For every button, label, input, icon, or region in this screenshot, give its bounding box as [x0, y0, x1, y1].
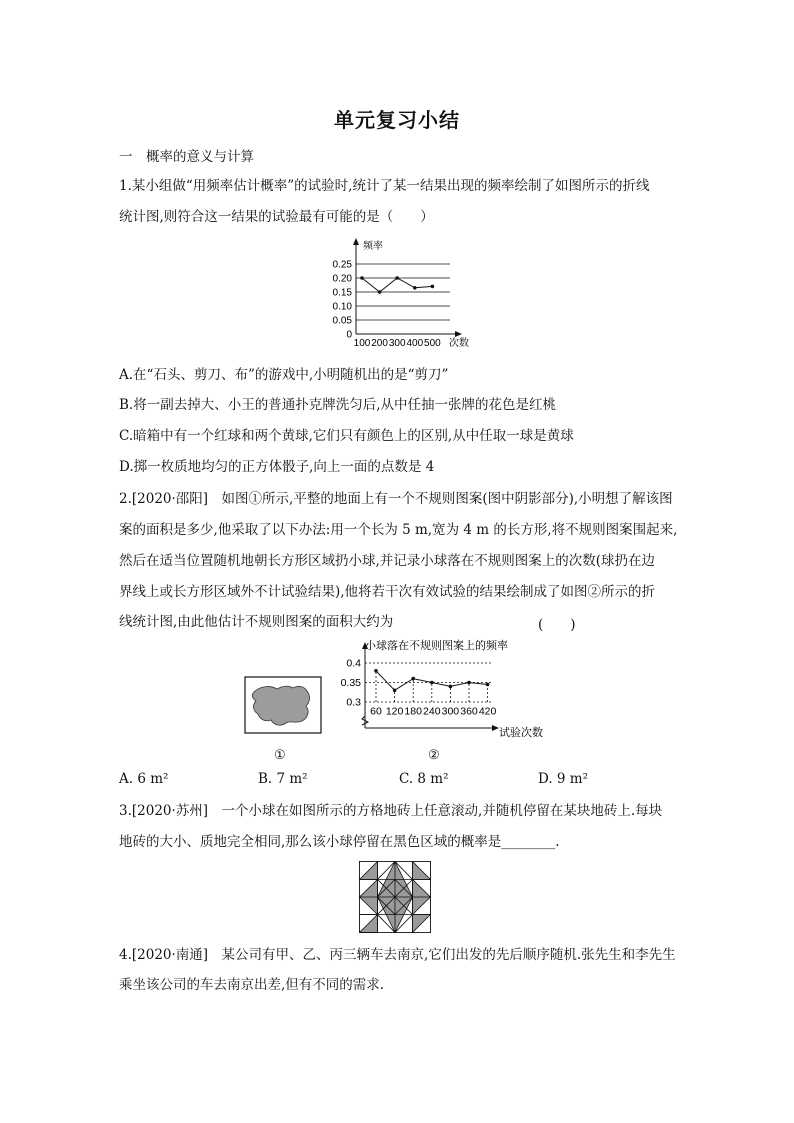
y-tick-label: 0.4 [346, 657, 361, 670]
q3-tile-grid-figure [359, 861, 431, 933]
q2-text-line-4: 界线上或长方形区域外不计试验结果),他将若干次有效试验的结果绘制成了如图②所示的折 [119, 584, 656, 600]
x-tick-label: 500 [424, 338, 441, 348]
q2-option-c: C. 8 m² [399, 771, 449, 787]
q2-option-d: D. 9 m² [538, 771, 589, 787]
q2-figure-1-irregular-shape [244, 676, 322, 734]
y-tick-label: 0.25 [332, 259, 352, 271]
data-point [360, 276, 364, 280]
data-point [395, 276, 399, 280]
chart1-series-line [362, 278, 432, 292]
x-tick-label: 300 [441, 705, 460, 718]
data-point [374, 669, 378, 673]
chart1-ylabel: 频率 [363, 241, 383, 252]
q3-text-line-1: 3.[2020·苏州] 一个小球在如图所示的方格地砖上任意滚动,并随机停留在某块地砖上.每块 [119, 803, 663, 819]
q2-figure-1-label: ① [274, 748, 286, 763]
y-tick-label: 0 [346, 329, 352, 341]
y-tick-label: 0.10 [332, 301, 352, 313]
q1-option-d: D.掷一枚质地均匀的正方体骰子,向上一面的点数是 4 [119, 459, 435, 475]
q1-text-line-2: 统计图,则符合这一结果的试验最有可能的是（ ） [119, 209, 434, 225]
q1-text-line-1: 1.某小组做“用频率估计概率”的试验时,统计了某一结果出现的频率绘制了如图所示的折线 [119, 178, 650, 194]
chart2-series-line [376, 671, 488, 691]
data-point [393, 689, 397, 693]
q1-option-b: B.将一副去掉大、小王的普通扑克牌洗匀后,从中任抽一张牌的花色是红桃 [119, 397, 557, 413]
data-point [413, 286, 417, 290]
x-tick-label: 120 [385, 705, 404, 718]
data-point [467, 681, 471, 685]
data-point [411, 677, 415, 681]
q2-frequency-chart [333, 636, 563, 742]
q2-option-a: A. 6 m² [119, 771, 169, 787]
y-tick-label: 0.3 [346, 696, 361, 709]
q1-option-c: C.暗箱中有一个红球和两个黄球,它们只有颜色上的区别,从中任取一球是黄球 [119, 428, 574, 444]
q2-figure-2-label: ② [428, 748, 440, 763]
q1-frequency-chart [318, 236, 478, 348]
y-tick-label: 0.35 [340, 677, 361, 689]
q4-text-line-1: 4.[2020·南通] 某公司有甲、乙、丙三辆车去南京,它们出发的先后顺序随机.张先生和李先生 [119, 947, 676, 963]
x-tick-label: 100 [353, 338, 371, 348]
q1-option-a: A.在“石头、剪刀、布”的游戏中,小明随机出的是“剪刀” [119, 367, 449, 383]
q2-text-line-2: 案的面积是多少,他采取了以下办法:用一个长为 5 m,宽为 4 m 的长方形,将不规则图案围起来, [119, 522, 678, 538]
chart2-ylabel: 小球落在不规则图案上的频率 [365, 640, 508, 652]
q2-answer-paren: ( ) [538, 617, 576, 633]
x-tick-label: 420 [478, 705, 497, 718]
x-tick-label: 200 [371, 338, 388, 348]
q2-option-b: B. 7 m² [258, 771, 308, 787]
data-point [486, 683, 490, 687]
x-tick-label: 240 [423, 705, 441, 718]
q2-text-line-5: 线统计图,由此他估计不规则图案的面积大约为 [119, 614, 394, 630]
x-tick-label: 360 [460, 705, 478, 718]
y-tick-label: 0.15 [332, 287, 352, 299]
x-tick-label: 60 [370, 705, 382, 718]
y-tick-label: 0.20 [332, 273, 352, 285]
q2-text-line-3: 然后在适当位置随机地朝长方形区域扔小球,并记录小球落在不规则图案上的次数(球扔在边 [119, 553, 656, 569]
q2-text-line-1: 2.[2020·邵阳] 如图①所示,平整的地面上有一个不规则图案(图中阴影部分),小明想了解该图 [119, 491, 673, 507]
data-point [431, 285, 435, 289]
q4-text-line-2: 乘坐该公司的车去南京出差,但有不同的需求. [119, 977, 385, 993]
x-tick-label: 300 [388, 338, 406, 348]
x-tick-label: 400 [406, 338, 424, 348]
y-tick-label: 0.05 [332, 315, 352, 327]
section-heading: 一 概率的意义与计算 [119, 149, 254, 165]
chart2-xlabel: 试验次数 [499, 727, 543, 739]
data-point [449, 685, 453, 689]
page-title: 单元复习小结 [334, 108, 460, 132]
data-point [378, 290, 382, 294]
q3-text-line-2: 地砖的大小、质地完全相同,那么该小球停留在黑色区域的概率是________. [119, 834, 560, 850]
x-tick-label: 180 [404, 705, 422, 718]
data-point [430, 681, 434, 685]
chart1-xlabel: 次数 [449, 338, 469, 348]
